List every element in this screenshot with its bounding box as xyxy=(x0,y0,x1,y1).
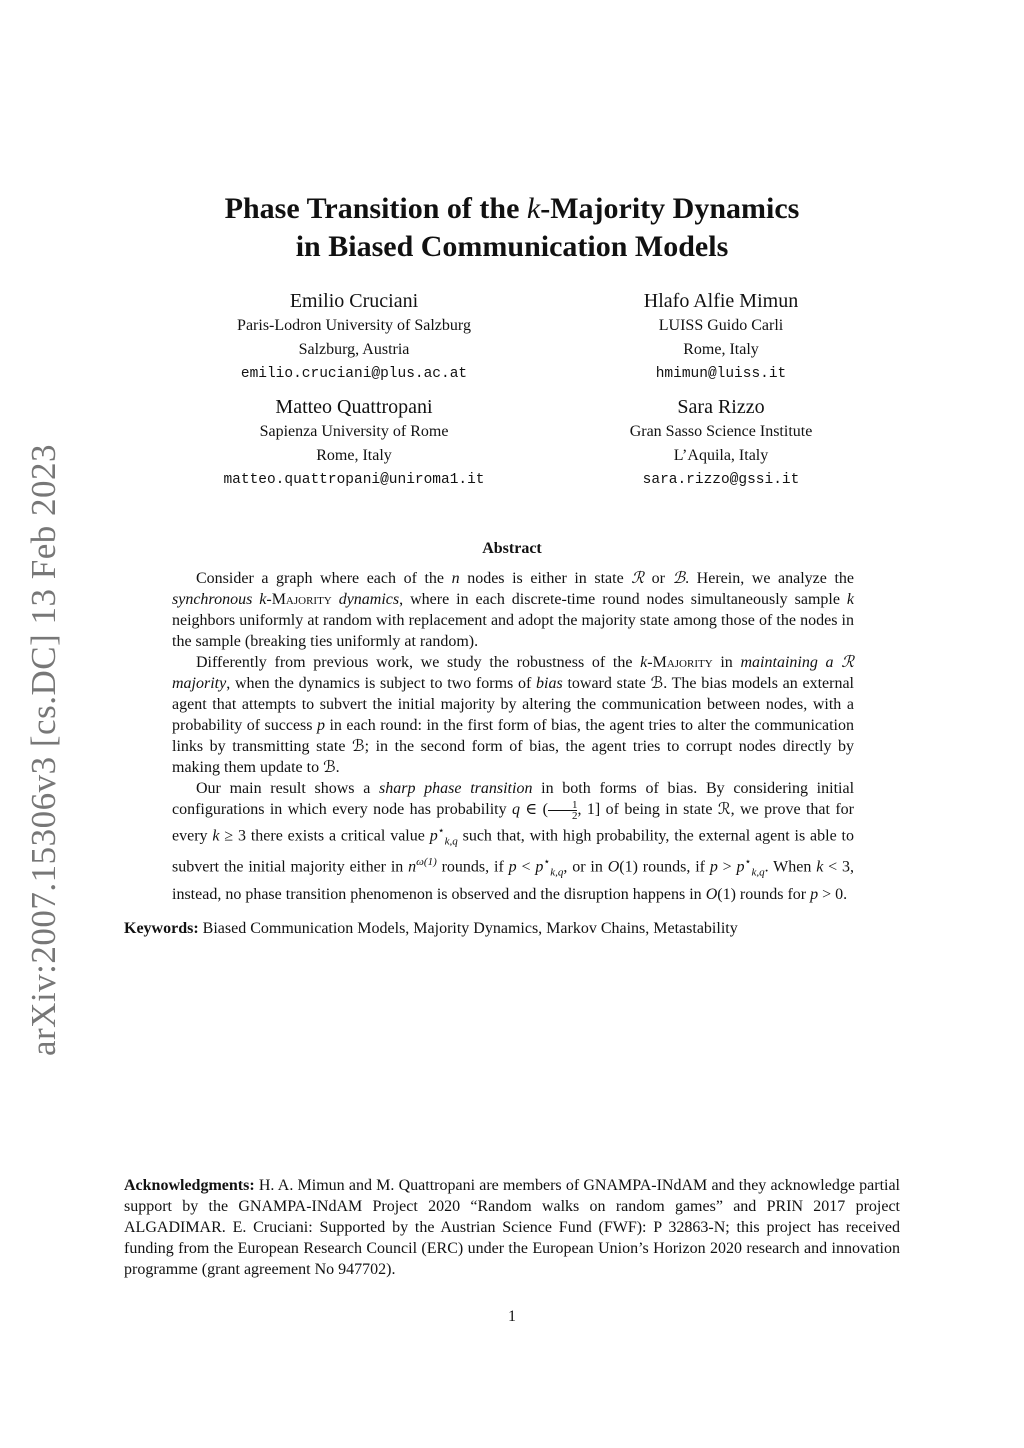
math-state-r: ℛ xyxy=(631,570,645,587)
author-name: Sara Rizzo xyxy=(677,396,765,418)
text-run: . When xyxy=(764,858,817,876)
text-run: > 0. xyxy=(818,885,848,903)
math-k: k xyxy=(640,654,648,671)
math-state-b: ℬ xyxy=(672,570,686,587)
abstract-paragraph-2 xyxy=(172,652,854,778)
author-location: Rome, Italy xyxy=(316,447,392,464)
acknowledgments-text: H. A. Mimun and M. Quattropani are members of GNAMPA-INdAM and they acknowledge partial support by the GNAMPA-INdAM Project 2020 “Random walks on random games” and PRIN 2017 project ALGADIMAR. E. Cruciani: Supported by the Austrian Science Fund (FWF): P 32863-N; this project has received funding from the European Research Council (ERC) under the European Union’s Horizon 2020 research and innovation programme (grant agreement No 947702). xyxy=(124,1177,900,1278)
text-run: or xyxy=(644,570,673,587)
text-run: in xyxy=(712,654,741,671)
math-k: k xyxy=(212,827,220,845)
abstract-body xyxy=(172,568,854,905)
math-q: q xyxy=(511,801,520,818)
text-run: ≥ 3 there exists a critical value xyxy=(219,827,430,845)
fraction-numerator: 1 xyxy=(548,800,578,811)
math-p: p xyxy=(810,885,819,903)
text-run: < 3, instead, no phase transition phenomenon is observed and the disruption happens in xyxy=(172,858,855,903)
author-card xyxy=(194,394,514,493)
keywords-label: Keywords: xyxy=(124,920,199,937)
emph-dynamics: dynamics xyxy=(338,591,400,608)
author-email: sara.rizzo@gssi.it xyxy=(642,472,800,488)
math-p: p xyxy=(429,827,438,845)
author-name: Emilio Cruciani xyxy=(289,290,419,312)
text-run: rounds, if xyxy=(436,858,509,876)
smallcaps-majority: Majority xyxy=(652,654,713,671)
title-line2: in Biased Communication Models xyxy=(295,230,729,263)
text-run: - xyxy=(266,591,272,608)
text-run: nodes is either in state xyxy=(459,570,632,587)
math-star: ⋆ xyxy=(744,856,752,869)
math-kq: k,q xyxy=(550,866,564,879)
author-card xyxy=(561,394,881,493)
math-p: p xyxy=(709,858,718,876)
math-k: k xyxy=(259,591,267,608)
text-run: Our main result shows a xyxy=(196,780,380,797)
math-p: p xyxy=(535,858,544,876)
abstract-paragraph-3 xyxy=(172,778,854,905)
acknowledgments-paragraph xyxy=(124,1175,900,1280)
author-name: Hlafo Alfie Mimun xyxy=(643,290,799,312)
text-run: Consider a graph where each of the xyxy=(196,570,452,587)
text-run: , where in each discrete-time round nodes simultaneously sample xyxy=(399,591,847,608)
abstract-paragraph-1 xyxy=(172,568,854,652)
title-line1-b: -Majority Dynamics xyxy=(540,192,800,225)
text-run: such that, with high probability, the external agent is able to subvert the initial majority either in xyxy=(172,827,854,876)
text-run: ∈ ( xyxy=(519,801,548,818)
text-run: . Herein, we analyze the xyxy=(685,570,855,587)
text-run: in each round: in the first form of bias, the agent tries to alter the communication links by transmitting state ℬ; in the second form of bias, the agent tries to corrupt nodes directly by making them update to ℬ. xyxy=(172,717,854,776)
math-o: O xyxy=(607,858,620,876)
math-omega: ω(1) xyxy=(416,856,437,869)
author-location: Rome, Italy xyxy=(683,341,759,358)
math-kq: k,q xyxy=(751,866,765,879)
text-run: (1) rounds for xyxy=(717,885,811,903)
emph-maintaining: maintaining a ℛ majority xyxy=(172,654,854,692)
author-location: Salzburg, Austria xyxy=(298,341,410,358)
text-run: in both forms of bias. By considering initial configurations in which every node has probability xyxy=(172,780,855,818)
math-p: p xyxy=(736,858,745,876)
emph-synchronous: synchronous xyxy=(172,591,253,608)
emph-sharp-phase-transition: sharp phase transition xyxy=(379,780,533,797)
paper-title xyxy=(124,190,900,266)
text-run: (1) rounds, if xyxy=(619,858,710,876)
abstract-heading: Abstract xyxy=(482,540,542,557)
math-n: n xyxy=(451,570,460,587)
author-name: Matteo Quattropani xyxy=(275,396,433,418)
math-star: ⋆ xyxy=(543,856,551,869)
text-run: toward state ℬ. The bias models an external agent that attempts to subvert the initial majority by altering the communication between nodes, with a probability of success xyxy=(172,675,855,734)
title-line1-a: Phase Transition of the xyxy=(224,192,527,225)
emph-bias: bias xyxy=(536,675,563,692)
author-location: L’Aquila, Italy xyxy=(673,447,769,464)
acknowledgments-label: Acknowledgments: xyxy=(124,1177,255,1194)
smallcaps-majority: Majority xyxy=(271,591,332,608)
author-affiliation: LUISS Guido Carli xyxy=(658,317,784,334)
author-affiliation: Paris-Lodron University of Salzburg xyxy=(237,317,471,334)
author-card xyxy=(561,288,881,387)
keywords-text: Biased Communication Models, Majority Dynamics, Markov Chains, Metastability xyxy=(198,920,738,937)
author-email: emilio.cruciani@plus.ac.at xyxy=(240,366,468,382)
fraction-one-half xyxy=(548,800,578,821)
math-kq: k,q xyxy=(444,835,458,848)
author-card xyxy=(194,288,514,387)
text-run: , 1] of being in state ℛ, we prove that for every xyxy=(172,801,854,845)
page-number: 1 xyxy=(508,1308,516,1325)
author-email: hmimun@luiss.it xyxy=(655,366,787,382)
math-star: ⋆ xyxy=(437,824,445,837)
author-email: matteo.quattropani@uniroma1.it xyxy=(223,472,485,488)
text-run: neighbors uniformly at random with replacement and adopt the majority state among those of the nodes in the sample (breaking ties uniformly at random). xyxy=(172,612,854,650)
text-run: Differently from previous work, we study the robustness of the xyxy=(196,654,641,671)
keywords-line xyxy=(124,918,900,939)
text-run xyxy=(332,591,339,608)
text-run: < xyxy=(516,858,536,876)
math-p: p xyxy=(317,717,325,734)
math-k: k xyxy=(846,591,855,608)
author-affiliation: Gran Sasso Science Institute xyxy=(629,423,813,440)
text-run: , when the dynamics is subject to two forms of xyxy=(226,675,537,692)
arxiv-side-stamp: arXiv:2007.15306v3 [cs.DC] 13 Feb 2023 xyxy=(24,443,63,1057)
math-o: O xyxy=(705,885,718,903)
math-k: k xyxy=(816,858,824,876)
fraction-denominator: 2 xyxy=(571,809,578,822)
title-k: k xyxy=(526,192,541,225)
math-n: n xyxy=(408,858,417,876)
text-run: , or in xyxy=(563,858,608,876)
text-run: > xyxy=(717,858,737,876)
text-run: - xyxy=(647,654,653,671)
math-p: p xyxy=(508,858,517,876)
author-affiliation: Sapienza University of Rome xyxy=(259,423,449,440)
